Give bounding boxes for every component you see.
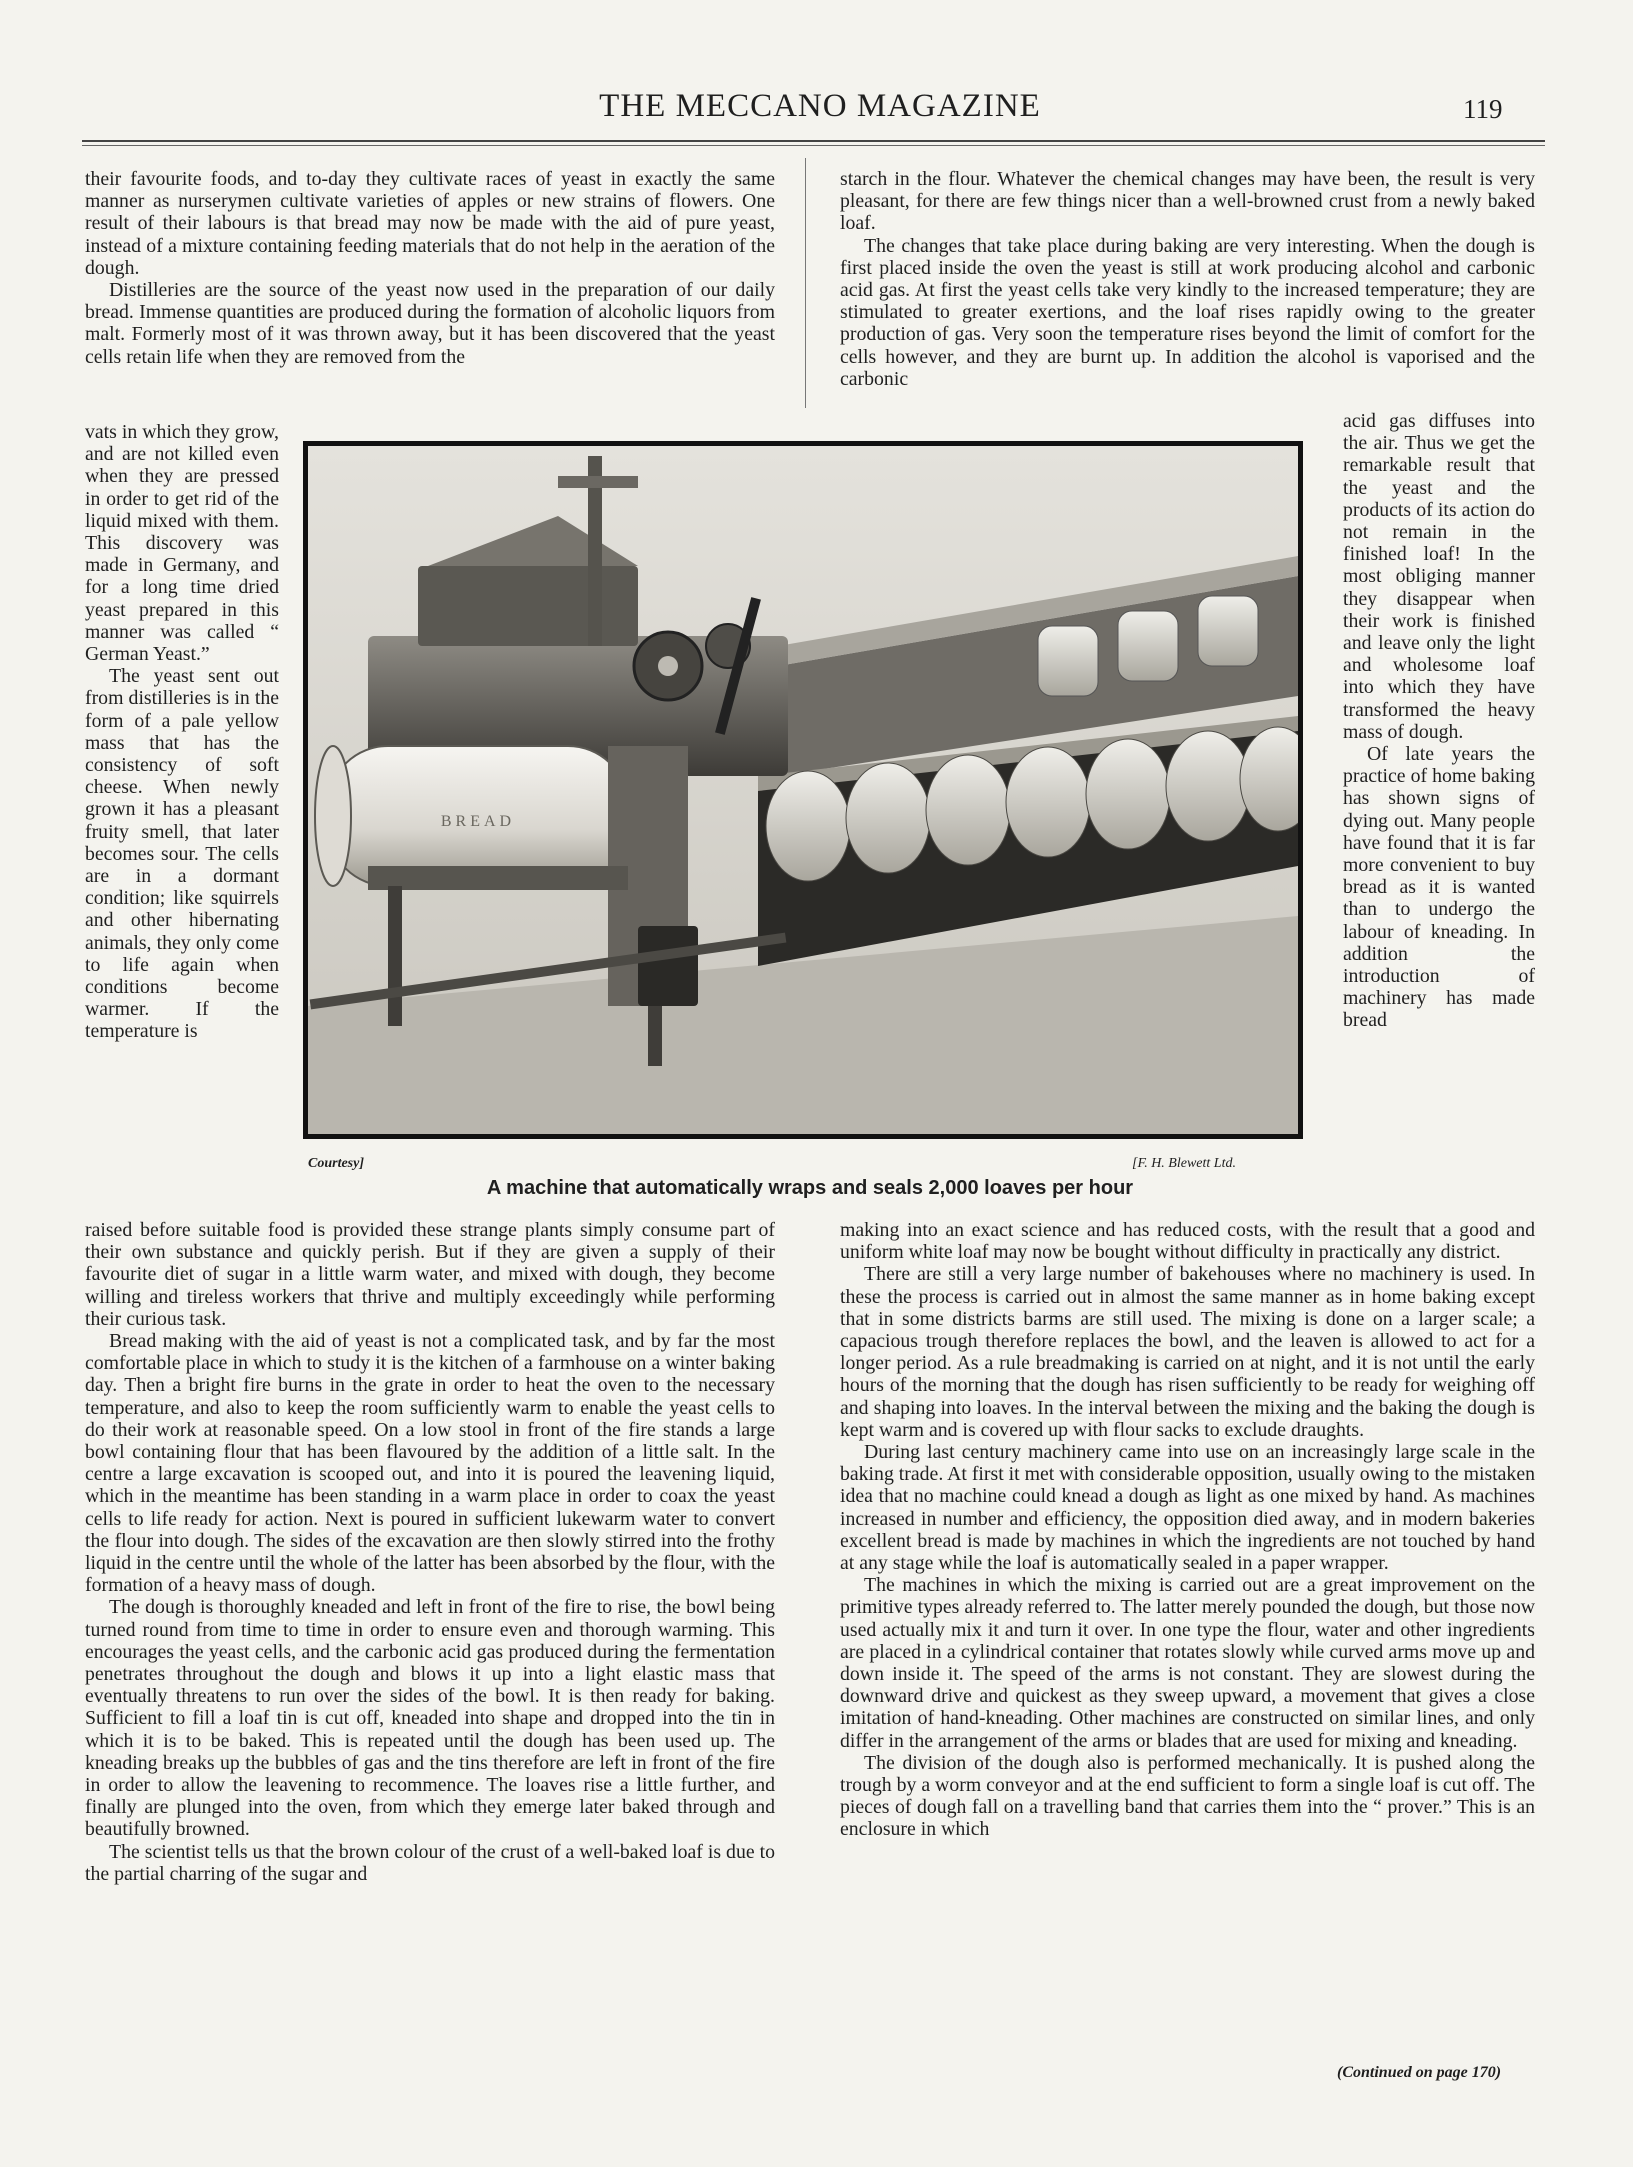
left-narrow-column (85, 421, 279, 1221)
roll-print: BREAD (440, 813, 516, 830)
paragraph: The machines in which the mixing is carried out are a great improvement on the primitive types already referred to. The latter merely pounded the dough, but those now used actually mix it and turn it over. In one type the flour, water and other ingredients are placed in a cylindrical container that rotates slowly while curved arms move up and down inside it. The speed of the arms is not constant. They are slowest during the downward drive and quickest as they sweep upward, a movement that gives a close imitation of hand-kneading. Other machines are constructed on similar lines, and only differ in the arrangement of the arms or blades that are used for mixing and kneading. (840, 1574, 1535, 1752)
right-narrow-column (1343, 410, 1535, 1217)
photo-credit-right: [F. H. Blewett Ltd. (1132, 1156, 1236, 1171)
paragraph: Distilleries are the source of the yeast now used in the preparation of our daily bread. Immense quantities are produced during the formation of alcoholic liquors from malt. Formerly most of it was thrown away, but it has been discovered that the yeast cells retain life when they are removed from the (85, 279, 775, 368)
page-number: 119 (1463, 94, 1503, 124)
paragraph: starch in the flour. Whatever the chemical changes may have been, the result is very pleasant, for there are few things nicer than a well-browned crust from a newly baked loaf. (840, 168, 1535, 235)
photo-credit-left: Courtesy] (308, 1156, 364, 1171)
paragraph: The dough is thoroughly kneaded and left in front of the fire to rise, the bowl being turned round from time to time in order to ensure even and thorough warming. This encourages the yeast cells, and the carbonic acid gas produced during the fermentation penetrates throughout the dough and blows it up into a light elastic mass that eventually threatens to run over the sides of the bowl. It is then ready for baking. Sufficient to fill a loaf tin is cut off, kneaded into shape and dropped into the tin in which it is to be baked. This is repeated until the dough has been used up. The kneading breaks up the bubbles of gas and the tins therefore are left in front of the fire in order to allow the leavening to recommence. The loaves rise a little further, and finally are plunged into the oven, from which they emerge later baked through and beautifully browned. (85, 1596, 775, 1841)
paragraph: The yeast sent out from distilleries is in the form of a pale yellow mass that has the consistency of soft cheese. When newly grown it has a pleasant fruity smell, that later becomes sour. The cells are in a dormant condition; like squirrels and other hibernating animals, they only come to life again when conditions become warmer. If the temperature is (85, 665, 279, 1043)
paragraph: raised before suitable food is provided these strange plants simply consume part of their own substance and quickly perish. But if they are given a supply of their favourite diet of sugar in a little warm water, and mixed with dough, they become willing and tireless workers that thrive and multiply exceedingly while performing their curious task. (85, 1219, 775, 1330)
paragraph: There are still a very large number of bakehouses where no machinery is used. In these the process is carried out in almost the same manner as in home baking except that in some districts barms are still used. The mixing is done on a larger scale; a capacious trough therefore replaces the bowl, and the leaven is allowed to act for a longer period. As a rule breadmaking is carried on at night, and it is not until the early hours of the morning that the dough has risen sufficiently to be ready for weighing off and shaping into loaves. In the interval between the mixing and the baking the dough is kept warm and is covered up with flour sacks to exclude draughts. (840, 1263, 1535, 1441)
paragraph: The division of the dough also is performed mechanically. It is pushed along the trough by a worm conveyor and at the end sufficient to form a single loaf is cut off. The pieces of dough fall on a travelling band that carries them into the “ prover.” This is an enclosure in which (840, 1751, 1535, 1841)
paragraph: making into an exact science and has reduced costs, with the result that a good and uniform white loaf may now be bought without difficulty in practically any district. (840, 1219, 1535, 1264)
left-column-top (85, 168, 775, 418)
running-title: THE MECCANO MAGAZINE (599, 88, 1041, 124)
paragraph: The changes that take place during baking are very interesting. When the dough is first placed inside the oven the yeast is still at work producing alcohol and carbonic acid gas. At first the yeast cells take very kindly to the increased temperature; they are stimulated to greater exertions, and the loaf rises rapidly owing to the greater production of gas. Very soon the temperature rises beyond the limit of comfort for the cells however, and they are burnt up. In addition the alcohol is vaporised and the carbonic (840, 234, 1535, 390)
paragraph: Of late years the practice of home baking has shown signs of dying out. Many people have found that it is far more convenient to buy bread as it is wanted than to undergo the labour of kneading. In addition the introduction of machinery has made bread (1343, 743, 1535, 1032)
right-column-top (840, 168, 1535, 418)
left-column-bottom (85, 1219, 775, 2099)
header-rule (82, 140, 1545, 142)
wrapper-paper-roll (315, 746, 628, 886)
paragraph: Bread making with the aid of yeast is not a complicated task, and by far the most comfortable place in which to study it is the kitchen of a farmhouse on a winter baking day. Then a bright fire burns in the grate in order to heat the oven to the necessary temperature, and also to keep the room sufficiently warm to enable the yeast cells to do their work at reasonable speed. On a low stool in front of the fire stands a large bowl containing flour that has been flavoured by the addition of a little salt. In the centre a large excavation is scooped out, and into it is poured the leavening liquid, which in the meantime has been standing in a warm place in order to coax the yeast cells to life ready for action. Next is poured in sufficient lukewarm water to convert the flour into dough. The sides of the excavation are then slowly stirred into the frothy liquid in the centre until the whole of the latter has been absorbed by the flour, with the formation of a heavy mass of dough. (85, 1330, 775, 1597)
header-rule-thin (82, 145, 1545, 146)
machine-photograph (303, 441, 1303, 1139)
paragraph: During last century machinery came into use on an increasingly large scale in the baking trade. At first it met with considerable opposition, usually owing to the mistaken idea that no machine could knead a dough as light as one mixed by hand. As machines increased in number and efficiency, the opposition died away, and in modern bakeries excellent bread is made by machines in which the ingredients are not touched by hand at any stage while the loaf is automatically sealed in a paper wrapper. (840, 1441, 1535, 1575)
right-column-bottom (840, 1219, 1535, 2099)
column-divider (805, 158, 806, 408)
paragraph: acid gas diffuses into the air. Thus we get the remarkable result that the yeast and the products of its action do not remain in the finished loaf! In the most obliging manner they disappear when their work is finished and leave only the light and wholesome loaf into which they have transformed the heavy mass of dough. (1343, 410, 1535, 743)
paragraph: their favourite foods, and to-day they cultivate races of yeast in exactly the same manner as nurserymen cultivate varieties of apples or new strains of flowers. One result of their labours is that bread may now be made with the aid of pure yeast, instead of a mixture containing feeding materials that do not help in the aeration of the dough. (85, 168, 775, 279)
continued-note: (Continued on page 170) (1337, 2064, 1502, 2081)
bread-wrapping-machine-illustration (308, 446, 1298, 1134)
paragraph: The scientist tells us that the brown colour of the crust of a well-baked loaf is due to the partial charring of the sugar and (85, 1840, 775, 1885)
paragraph: vats in which they grow, and are not killed even when they are pressed in order to get rid of the liquid mixed with them. This discovery was made in Germany, and for a long time dried yeast prepared in this manner was called “ German Yeast.” (85, 421, 279, 666)
figure-caption: A machine that automatically wraps and seals 2,000 loaves per hour (486, 1177, 1134, 1199)
